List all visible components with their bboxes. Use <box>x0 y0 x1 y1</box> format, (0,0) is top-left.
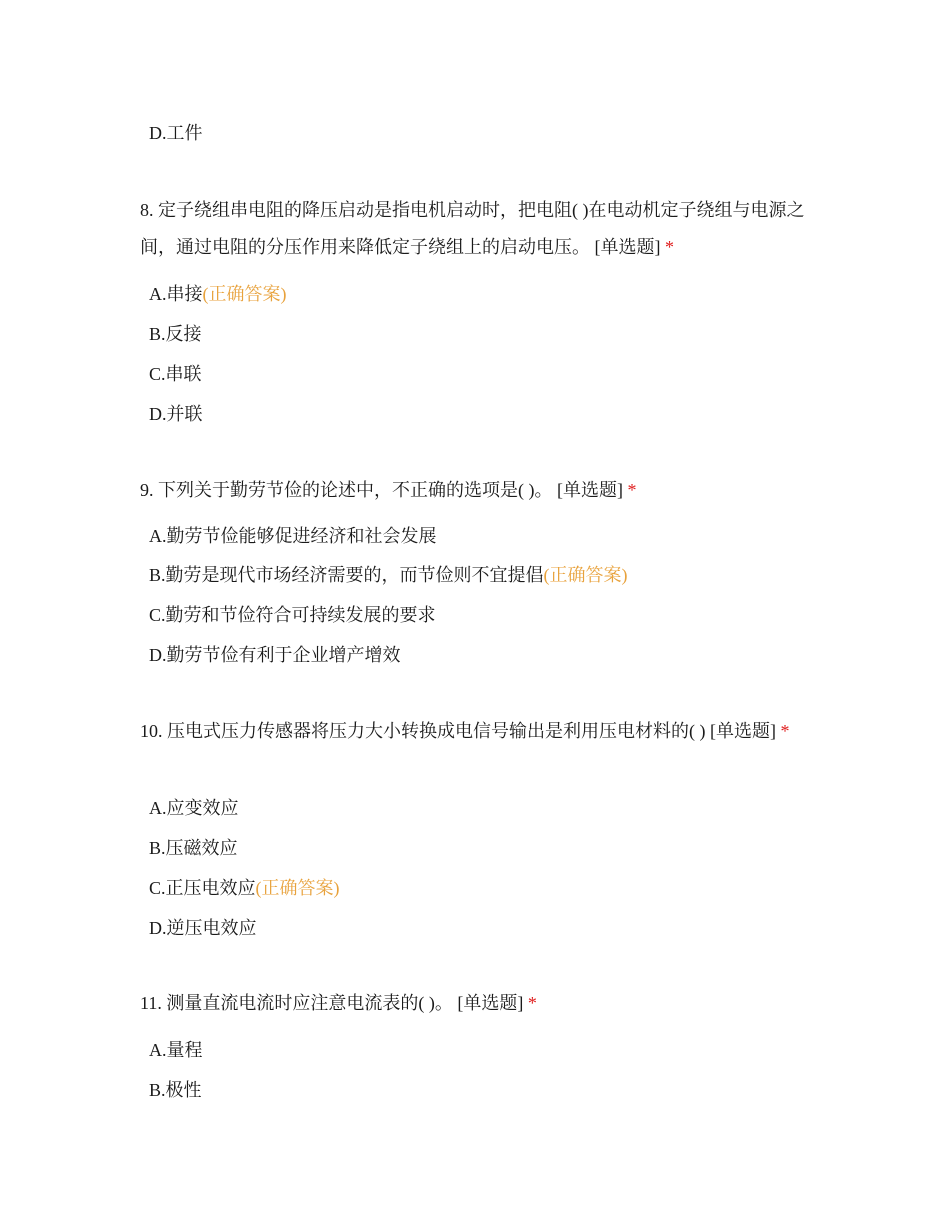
question-prompt: 9. 下列关于勤劳节俭的论述中，不正确的选项是( )。 <box>140 480 553 500</box>
option-label: A.应变效应 <box>149 798 239 818</box>
option-label: C.串联 <box>149 364 202 384</box>
required-mark: * <box>780 721 790 741</box>
option-label: C.勤劳和节俭符合可持续发展的要求 <box>149 605 436 625</box>
option-label: A.串接 <box>149 284 203 304</box>
question-8 <box>140 192 820 266</box>
option-label: A.量程 <box>149 1040 203 1060</box>
correct-answer-mark: (正确答案) <box>202 284 287 304</box>
option-c <box>149 362 202 386</box>
option-a <box>149 524 437 548</box>
option-a <box>149 282 287 306</box>
option-d <box>149 643 401 667</box>
option-a <box>149 1038 203 1062</box>
question-type: [单选题] <box>457 993 524 1013</box>
option-label: B.勤劳是现代市场经济需要的，而节俭则不宜提倡 <box>149 565 544 585</box>
question-type: [单选题] <box>557 480 623 500</box>
question-type: [单选题] <box>710 721 776 741</box>
question-10 <box>140 713 820 750</box>
option-b <box>149 563 628 587</box>
option-d <box>149 916 257 940</box>
option-label: D.并联 <box>149 404 203 424</box>
correct-answer-mark: (正确答案) <box>255 878 340 898</box>
question-9 <box>140 472 820 509</box>
option-b <box>149 836 238 860</box>
question-prompt: 8. 定子绕组串电阻的降压启动是指电机启动时，把电阻( )在电动机定子绕组与电源之间，通过电阻的分压作用来降低定子绕组上的启动电压。 <box>140 200 805 257</box>
option-b <box>149 1078 202 1102</box>
option-c <box>149 603 436 627</box>
question-prompt: 10. 压电式压力传感器将压力大小转换成电信号输出是利用压电材料的( ) <box>140 721 706 741</box>
option-label: B.反接 <box>149 324 202 344</box>
option-label: C.正压电效应 <box>149 878 256 898</box>
required-mark: * <box>527 993 537 1013</box>
option-label: D.勤劳节俭有利于企业增产增效 <box>149 645 401 665</box>
option-label: B.极性 <box>149 1080 202 1100</box>
required-mark: * <box>627 480 637 500</box>
question-type: [单选题] <box>594 237 661 257</box>
option-d <box>149 402 203 426</box>
option-label: D.逆压电效应 <box>149 918 257 938</box>
option-label: A.勤劳节俭能够促进经济和社会发展 <box>149 526 437 546</box>
option-a <box>149 796 239 820</box>
question-prompt: 11. 测量直流电流时应注意电流表的( )。 <box>140 993 453 1013</box>
option-label: D.工件 <box>149 123 203 143</box>
option-item <box>149 121 203 145</box>
option-label: B.压磁效应 <box>149 838 238 858</box>
option-b <box>149 322 202 346</box>
question-11 <box>140 985 820 1022</box>
correct-answer-mark: (正确答案) <box>543 565 628 585</box>
required-mark: * <box>665 237 674 257</box>
option-c <box>149 876 340 900</box>
